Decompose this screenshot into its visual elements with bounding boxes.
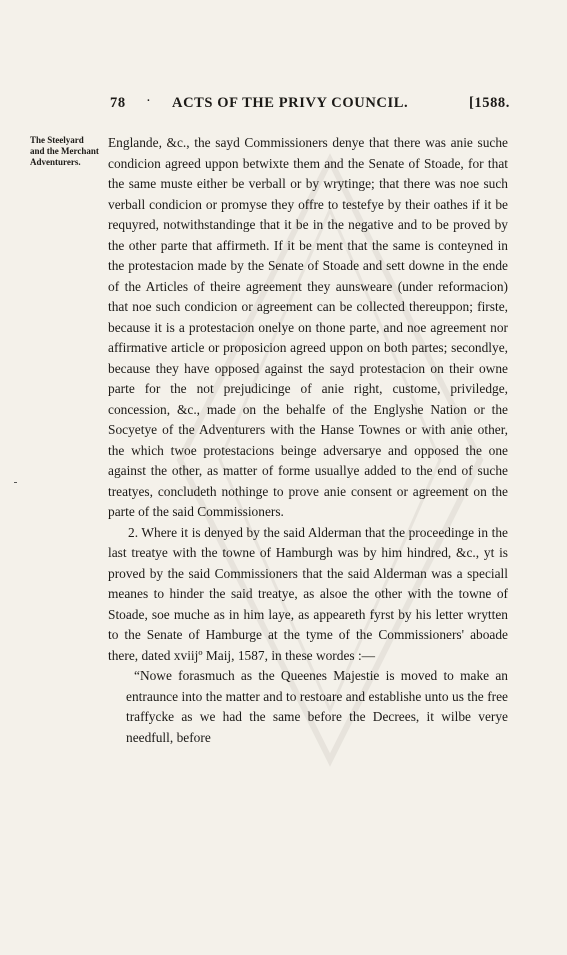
running-header bbox=[110, 95, 510, 117]
header-year: [1588. bbox=[468, 95, 510, 111]
page-number: 78 bbox=[110, 95, 126, 111]
running-title: ACTS OF THE PRIVY COUNCIL. bbox=[172, 95, 409, 111]
paragraph-1: Englande, &c., the sayd Commissioners denye that there was anie suche condicion agreed uppon betwixte them and the Senate of Stoade, for that the same muste either be verball or by wrytinge; that there was noe such verball condicion or promyse they offre to testefye by their oathes if it be requyred, notwithstandinge that it be in the negative and to be proved by the other parte that affirmeth. If it be ment that the same is conteyned in the protestacion made by the Senate of Stoade and sett downe in the ende of the Articles of theire agreement they aunsweare (under reformacion) that noe such condicion or agreement can be collected thereuppon; firste, because it is a protestacion onelye on thone parte, and noe agreement nor affirmative article or proposicion agreed uppon on both partes; secondlye, because they have opposed against the sayd protestacion on their owne parte for the not prejudicinge of anie right, custome, priviledge, concession, &c., made on the behalfe of the Englyshe Nation or the Socyetye of the Adventurers with the Hanse Townes or with anie other, the which twoe protestacions beinge adversarye and opposed the one against the other, as matter of forme usuallye added to the end of suche treatyes, concludeth nothinge to prove anie consent or agreement on the parte of the said Commissioners. bbox=[108, 135, 508, 519]
margin-mark bbox=[14, 482, 17, 483]
quoted-letter: “Nowe forasmuch as the Queenes Majestie is moved to make an entraunce into the matter and to restoare and establishe unto us the free traffycke as we had the same before the Decrees, it wilbe verye needfull, before bbox=[126, 668, 508, 745]
margin-sidenote: The Steelyard and the Merchant Adventurers. bbox=[30, 135, 99, 167]
paragraph-2: 2. Where it is denyed by the said Alderman that the proceedinge in the last treatye with the towne of Hamburgh was by him hindred, &c., yt is proved by the said Commissioners that the said Alderman was a speciall meanes to hinder the said treatye, as alsoe the other with the towne of Stoade, soe muche as in him laye, as appeareth fyrst by his letter wrytten to the Senate of Hamburge at the tyme of the Commissioners' aboade there, dated xviijº Maij, 1587, in these wordes :— bbox=[108, 524, 508, 663]
header-separator: · bbox=[146, 93, 152, 109]
body-text bbox=[108, 133, 508, 748]
